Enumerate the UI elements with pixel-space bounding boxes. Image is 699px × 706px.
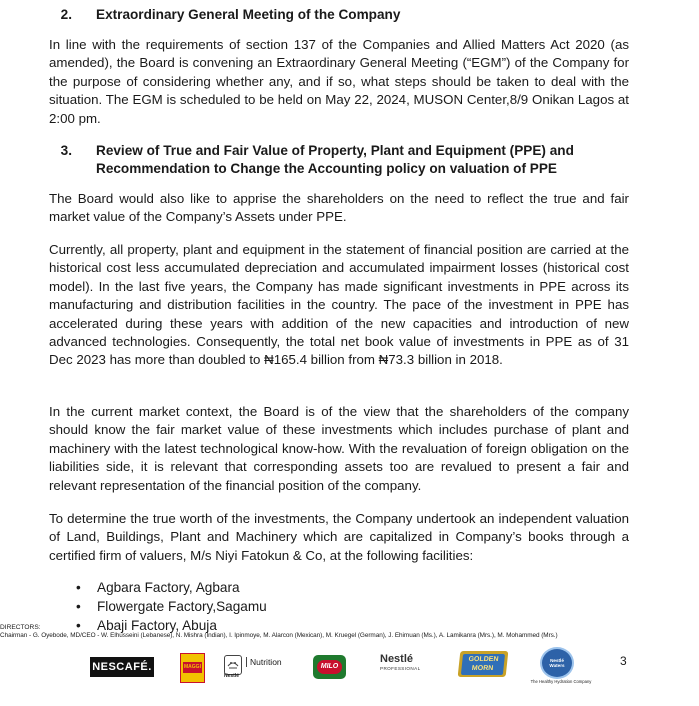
facility-name: Flowergate Factory,Sagamu — [97, 599, 267, 614]
nescafe-logo: NESCAFÉ. — [90, 657, 154, 677]
milo-logo — [313, 655, 346, 679]
golden-morn-logo — [458, 651, 509, 677]
nestle-small-label: Nestlé — [224, 673, 240, 679]
section-3-title-line1: Review of True and Fair Value of Property, Plant and Equipment (PPE) and — [96, 143, 574, 158]
nest-icon — [224, 655, 242, 675]
section-2-paragraph: In line with the requirements of section 137 of the Companies and Allied Matters Act 2020 (as amended), the Board is convening an Extraordinary General Meeting (“EGM”) of the Company for the purpose of considering whether any, and if so, what steps should be taken to deal with the situation. The EGM is scheduled to be held on May 22, 2024, MUSON Center,8/9 Onikan Lagos at 2:00 pm. — [49, 37, 629, 126]
section-3-paragraph-4: To determine the true worth of the investments, the Company undertook an independent valuation of Land, Buildings, Plant and Machinery which are capitalized in Company’s books through a certified firm of valuers, M/s Niyi Fatokun & Co, at the following facilities: — [49, 511, 629, 563]
bullet-icon: • — [76, 580, 81, 595]
nestle-waters-text: Nestlé Waters — [549, 658, 565, 668]
section-2-title: Extraordinary General Meeting of the Company — [96, 7, 401, 22]
section-3-paragraph-1: The Board would also like to apprise the shareholders on the need to reflect the true and fair market value of the Company’s Assets under PPE. — [49, 191, 629, 225]
page-number: 3 — [620, 654, 627, 668]
golden-morn-text: GOLDEN MORN — [461, 654, 505, 675]
nestle-nutrition-logo — [224, 653, 284, 681]
section-2-number: 2. — [60, 7, 72, 22]
facility-name: Agbara Factory, Agbara — [97, 580, 240, 595]
facility-list-item — [76, 579, 240, 597]
nestle-waters-logo — [540, 647, 574, 679]
section-3-paragraph-3: In the current market context, the Board is of the view that the shareholders of the company should know the fair market value of these investments which includes purchase of plant and machinery with the latest technological know-how. With the revaluation of foreign obligation on the liabilities side, it is relevant that corresponding assets too are revalued to present a fair and relevant representation of the financial position of the company. — [49, 404, 629, 493]
nestle-professional-logo — [380, 653, 430, 681]
milo-logo-text: MILO — [317, 660, 342, 674]
section-3-paragraph-2: Currently, all property, plant and equipment in the statement of financial position are carried at the historical cost less accumulated depreciation and accumulated impairment losses (historical cost model). In the last five years, the Company has made significant investments in PPE across its manufacturing and distribution facilities in the country. The pace of the investment in PPE has accelerated during these years with addition of the new capacities and introduction of new advanced technologies. Consequently, the total net book value of investments in PPE as of 31 Dec 2023 has more than doubled to ₦165.4 billion from ₦73.3 billion in 2018. — [49, 242, 629, 368]
nestle-professional-name: Nestlé — [380, 653, 414, 665]
maggi-logo — [180, 653, 205, 683]
section-3-number: 3. — [60, 143, 72, 158]
directors-label: DIRECTORS: — [0, 624, 41, 631]
nestle-waters-tagline: The Healthy Hydration Company — [530, 679, 592, 684]
directors-list: Chairman - G. Oyebode, MD/CEO - W. Elhusseini (Lebanese), N. Mishra (Indian), I. Ipinmoye, M. Alarcon (Mexican), M. Kruegel (German), J. Ehimuan (Ms.), A. Lamikanra (Mrs.), M. Mohammed (Mrs.) — [0, 632, 558, 639]
facility-name: Abaji Factory, Abuja — [97, 618, 217, 633]
nutrition-label: Nutrition — [246, 657, 282, 667]
maggi-logo-text: MAGGI — [183, 662, 202, 673]
nestle-professional-sub: PROFESSIONAL — [380, 666, 421, 671]
brand-logo-strip — [0, 645, 699, 706]
section-3-title-line2: Recommendation to Change the Accounting policy on valuation of PPE — [96, 161, 557, 176]
facility-list-item — [76, 598, 267, 616]
bullet-icon: • — [76, 599, 81, 614]
bullet-icon: • — [76, 618, 81, 633]
